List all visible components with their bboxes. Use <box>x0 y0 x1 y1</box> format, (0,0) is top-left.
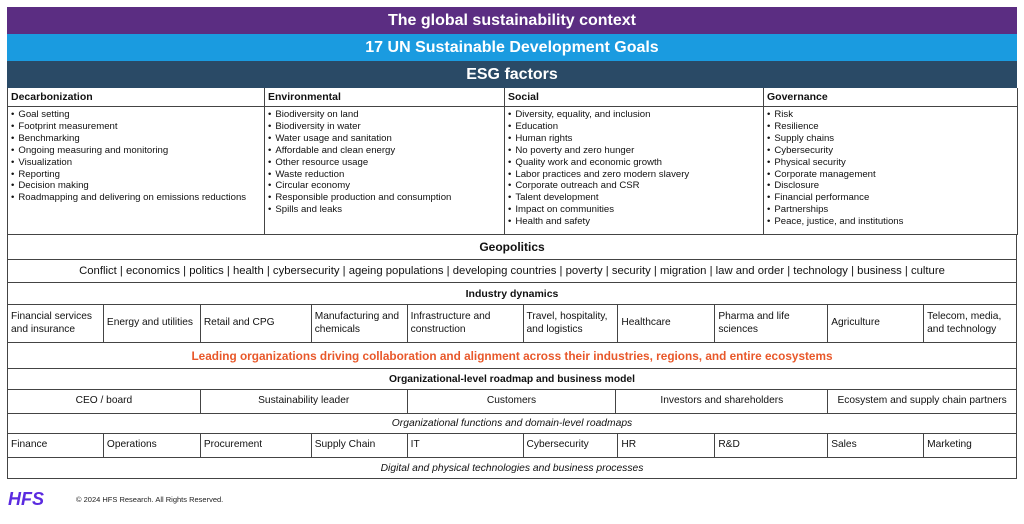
esg-list-item: • Education <box>508 121 763 133</box>
org-cell: Customers <box>408 390 617 413</box>
function-cell: HR <box>618 434 715 457</box>
esg-list-item: • Spills and leaks <box>268 204 504 216</box>
industry-cell: Agriculture <box>828 305 924 342</box>
esg-column-decarbonization <box>8 88 265 235</box>
esg-list-item: • Talent development <box>508 192 763 204</box>
org-cell: CEO / board <box>8 390 201 413</box>
copyright: © 2024 HFS Research. All Rights Reserved. <box>76 494 224 504</box>
banner-global-context: The global sustainability context <box>7 7 1017 34</box>
esg-list-item: • Peace, justice, and institutions <box>767 216 1017 228</box>
tech-label: Digital and physical technologies and business processes <box>7 458 1017 479</box>
esg-list-item: • Other resource usage <box>268 157 504 169</box>
geopolitics-title: Geopolitics <box>7 235 1017 260</box>
esg-list-item: • Circular economy <box>268 180 504 192</box>
esg-list-item: • Corporate management <box>767 169 1017 181</box>
org-cell: Investors and shareholders <box>616 390 828 413</box>
industry-cell: Manufacturing and chemicals <box>312 305 408 342</box>
esg-list-item: • Labor practices and zero modern slavery <box>508 169 763 181</box>
banner-sdg: 17 UN Sustainable Development Goals <box>7 34 1017 61</box>
industry-cell: Energy and utilities <box>104 305 201 342</box>
esg-list-item: • Risk <box>767 109 1017 121</box>
function-cell: Finance <box>8 434 104 457</box>
esg-list-item: • Disclosure <box>767 180 1017 192</box>
esg-list-item: • Resilience <box>767 121 1017 133</box>
esg-list-item: • Human rights <box>508 133 763 145</box>
esg-list-item: • Waste reduction <box>268 169 504 181</box>
esg-column-title: Social <box>505 88 763 107</box>
esg-columns <box>7 88 1017 235</box>
org-cell: Ecosystem and supply chain partners <box>828 390 1017 413</box>
esg-list-item: • No poverty and zero hunger <box>508 145 763 157</box>
esg-list-item: • Benchmarking <box>11 133 264 145</box>
esg-list-item: • Quality work and economic growth <box>508 157 763 169</box>
esg-column-title: Environmental <box>265 88 504 107</box>
functions-label: Organizational functions and domain-level roadmaps <box>7 414 1017 434</box>
industry-row <box>7 305 1017 343</box>
esg-list-item: • Financial performance <box>767 192 1017 204</box>
esg-column-governance <box>764 88 1018 235</box>
industry-cell: Telecom, media, and technology <box>924 305 1017 342</box>
function-cell: IT <box>408 434 524 457</box>
esg-list-item: • Impact on communities <box>508 204 763 216</box>
esg-column-title: Governance <box>764 88 1017 107</box>
industry-cell: Pharma and life sciences <box>715 305 828 342</box>
industry-cell: Healthcare <box>618 305 715 342</box>
banner-esg: ESG factors <box>7 61 1017 88</box>
lead-statement: Leading organizations driving collaboration and alignment across their industries, regions, and entire ecosystems <box>7 343 1017 369</box>
industry-cell: Financial services and insurance <box>8 305 104 342</box>
hfs-logo-text: HFS <box>8 490 44 508</box>
function-cell: R&D <box>715 434 828 457</box>
esg-list-item: • Visualization <box>11 157 264 169</box>
industry-cell: Travel, hospitality, and logistics <box>524 305 619 342</box>
esg-item-list <box>764 107 1017 234</box>
esg-column-social <box>505 88 764 235</box>
industry-cell: Infrastructure and construction <box>408 305 524 342</box>
org-row <box>7 390 1017 414</box>
esg-list-item: • Cybersecurity <box>767 145 1017 157</box>
esg-list-item: • Decision making <box>11 180 264 192</box>
esg-item-list <box>8 107 264 234</box>
esg-item-list <box>505 107 763 234</box>
function-cell: Supply Chain <box>312 434 408 457</box>
industry-cell: Retail and CPG <box>201 305 312 342</box>
esg-list-item: • Health and safety <box>508 216 763 228</box>
esg-list-item: • Affordable and clean energy <box>268 145 504 157</box>
sustainability-framework <box>7 7 1017 479</box>
esg-list-item: • Biodiversity on land <box>268 109 504 121</box>
esg-list-item: • Roadmapping and delivering on emissions reductions <box>11 192 264 204</box>
function-cell: Operations <box>104 434 201 457</box>
function-cell: Procurement <box>201 434 312 457</box>
esg-list-item: • Reporting <box>11 169 264 181</box>
function-cell: Cybersecurity <box>524 434 619 457</box>
org-title: Organizational-level roadmap and business model <box>7 369 1017 390</box>
esg-list-item: • Footprint measurement <box>11 121 264 133</box>
esg-list-item: • Ongoing measuring and monitoring <box>11 145 264 157</box>
esg-list-item: • Biodiversity in water <box>268 121 504 133</box>
esg-list-item: • Physical security <box>767 157 1017 169</box>
org-cell: Sustainability leader <box>201 390 408 413</box>
esg-item-list <box>265 107 504 234</box>
esg-column-title: Decarbonization <box>8 88 264 107</box>
esg-list-item: • Water usage and sanitation <box>268 133 504 145</box>
functions-row <box>7 434 1017 458</box>
esg-list-item: • Supply chains <box>767 133 1017 145</box>
geopolitics-list: Conflict | economics | politics | health | cybersecurity | ageing populations | developing countries | poverty | security | migration | law and order | technology | business | culture <box>7 260 1017 283</box>
esg-list-item: • Goal setting <box>11 109 264 121</box>
hfs-logo <box>8 490 62 508</box>
esg-list-item: • Responsible production and consumption <box>268 192 504 204</box>
esg-column-environmental <box>265 88 505 235</box>
esg-list-item: • Diversity, equality, and inclusion <box>508 109 763 121</box>
function-cell: Marketing <box>924 434 1017 457</box>
function-cell: Sales <box>828 434 924 457</box>
esg-list-item: • Corporate outreach and CSR <box>508 180 763 192</box>
footer <box>8 490 223 508</box>
industry-title: Industry dynamics <box>7 283 1017 305</box>
esg-list-item: • Partnerships <box>767 204 1017 216</box>
